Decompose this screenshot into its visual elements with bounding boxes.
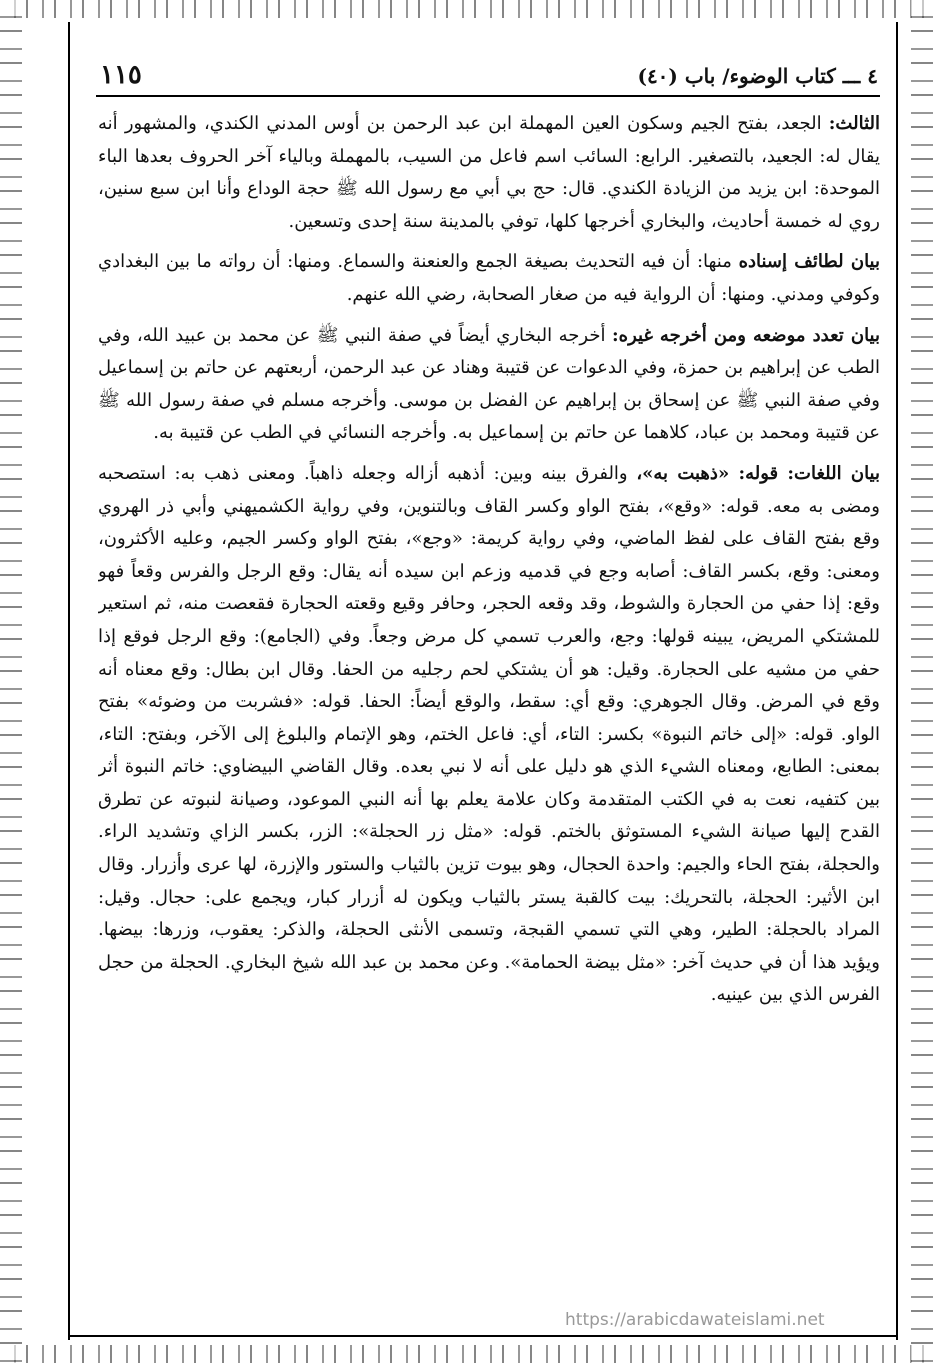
decorative-border-right	[911, 0, 933, 1363]
paragraph-lead: بيان اللغات: قوله: «ذهبت به»،	[636, 462, 880, 484]
page-header	[100, 60, 878, 94]
page-body	[98, 108, 880, 1323]
decorative-border-left	[0, 0, 22, 1363]
paragraph-text: الجعد، بفتح الجيم وسكون العين المهملة ابن عبد الرحمن بن أوس المدني الكندي، والمشهور أنه يقال له: الجعيد، بالتصغير. الرابع: السائب اسم فاعل من السيب، بالمهملة وبالياء آخر الحروف بعدها الباء الموحدة: ابن يزيد من الزيادة الكندي. قال: حج بي أبي مع رسول الله ﷺ حجة الوداع وأنا ابن سبع سنين، روي له خمسة أحاديث، والبخاري أخرجها كلها، توفي بالمدينة سنة إحدى وتسعين.	[98, 113, 880, 232]
paragraph-narrators	[98, 108, 880, 238]
running-title: ٤ ـــ كتاب الوضوء/ باب (٤٠)	[637, 64, 878, 88]
paragraph-lead: بيان تعدد موضعه ومن أخرجه غيره:	[612, 324, 880, 346]
paragraph-lead: بيان لطائف إسناده	[738, 251, 880, 273]
paragraph-lexicon	[98, 458, 880, 1012]
decorative-border-top	[0, 0, 933, 18]
watermark-url: https://arabicdawateislami.net	[565, 1310, 825, 1330]
page-frame-bottom	[68, 1335, 896, 1337]
paragraph-lead: الثالث:	[828, 113, 880, 134]
paragraph-text: والفرق بينه وبين: أذهبه أزاله وجعله ذاهباً. ومعنى ذهب به: استصحبه ومضى به معه. قوله: «وقع»، بفتح الواو وكسر القاف وبالتنوين، وفي رواية الكشميهني وأبي ذر الهروي وقع بفتح القاف على لفظ الماضي، وفي رواية كريمة: «وجع»، بفتح الواو وكسر الجيم، وعليه الأكثرون، ومعنى: وقع، بكسر القاف: أصابه وجع في قدميه وزعم ابن سيده أنه يقال: وقع الرجل والفرس وقعاً فهو وقع: إذا حفي من الحجارة والشوط، وقد وقعه الحجر، وحافر وقيع وقعته الحجارة فقعصت منه، ثم استعير للمشتكي المريض، يبينه قولها: وجع، والعرب تسمي كل مرض وجعاً. وفي (الجامع): وقع الرجل فوقع إذا حفي من مشيه على الحجارة. وقيل: هو أن يشتكي لحم رجليه من الحفا. وقال ابن بطال: وقع معناه أنه وقع في المرض. وقال الجوهري: وقع أي: سقط، والوقع أيضاً: الحفا. قوله: «فشربت من وضوئه» بفتح الواو. قوله: «إلى خاتم النبوة» بكسر: التاء، أي: فاعل الختم، وهو الإتمام والبلوغ إلى الآخر، وبفتح: التاء، بمعنى: الطابع، ومعناه الشيء الذي هو دليل على أنه لا نبي بعده. وقال القاضي البيضاوي: خاتم النبوة أثر بين كتفيه، نعت به في الكتب المتقدمة وكان علامة يعلم بها أنه النبي الموعود، وصيانة لنبوته عن تطرق القدح إليها صيانة الشيء المستوثق بالختم. قوله: «مثل زر الحجلة»: الزر، بكسر الزاي وتشديد الراء. والحجلة، بفتح الحاء والجيم: واحدة الحجال، وهو بيوت تزين بالثياب والستور والإزرة، لها عرى وأزرار. وقال ابن الأثير: الحجلة، بالتحريك: بيت كالقبة يستر بالثياب ويكون له أزرار كبار، ويجمع على: حجال. وقيل: المراد بالحجلة: الطير، وهي التي تسمي القبجة، وتسمى الأنثى الحجلة، والذكر: يعقوب، وزرها: بيضها. ويؤيد هذا أن في حديث آخر: «مثل بيضة الحمامة». وعن محمد بن عبد الله شيخ البخاري. الحجلة من حجل الفرس الذي بين عينيه.	[98, 462, 880, 1006]
paragraph-text: أخرجه البخاري أيضاً في صفة النبي ﷺ عن محمد بن عبيد الله، وفي الطب عن إبراهيم بن حمزة، وفي الدعوات عن قتيبة وهناد عن عبد الرحمن، أربعتهم عن حاتم بن إسماعيل وفي صفة النبي ﷺ عن إسحاق بن إبراهيم عن الفضل بن موسى. وأخرجه مسلم في صفة رسول الله ﷺ عن قتيبة ومحمد بن عباد، كلاهما عن حاتم بن إسماعيل به. وأخرجه النسائي في الطب عن قتيبة به.	[98, 324, 880, 444]
paragraph-sources	[98, 320, 880, 450]
header-rule	[96, 95, 880, 97]
page-number: ١١٥	[100, 60, 142, 90]
paragraph-text: منها: أن فيه التحديث بصيغة الجمع والعنعنة والسماع. ومنها: أن رواته ما بين البغدادي وكوفي ومدني. ومنها: أن الرواية فيه من صغار الصحابة، رضي الله عنهم.	[98, 251, 880, 305]
paragraph-isnad	[98, 246, 880, 311]
decorative-border-bottom	[0, 1345, 933, 1363]
